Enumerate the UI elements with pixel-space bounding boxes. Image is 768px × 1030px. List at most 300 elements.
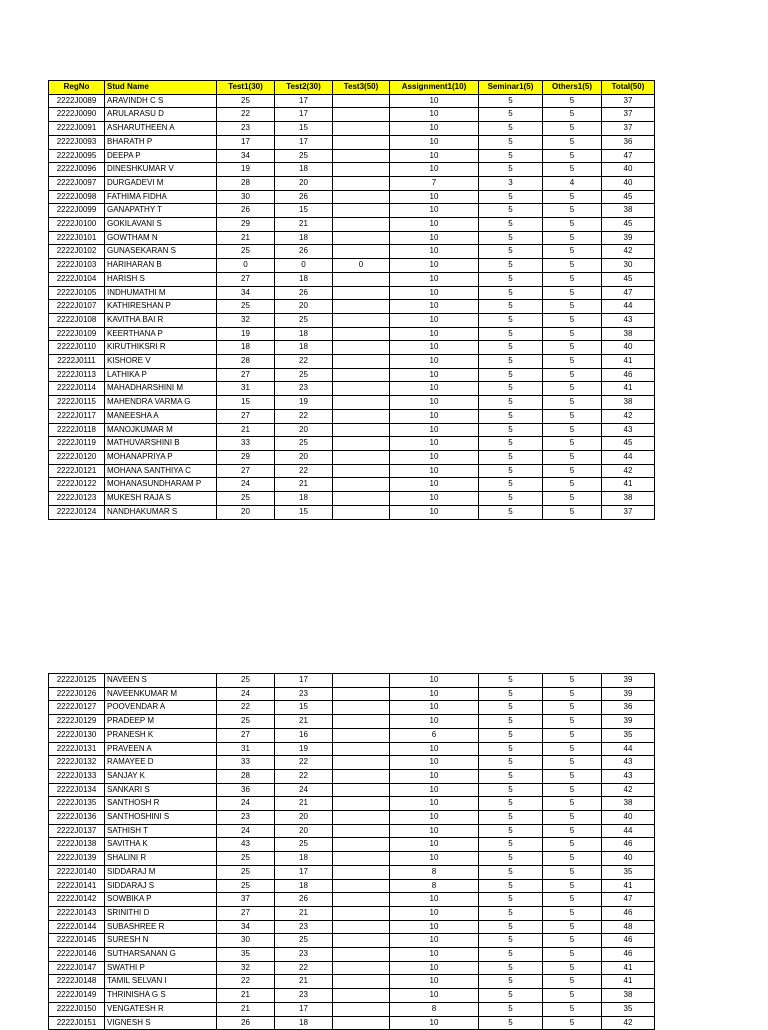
test2-cell: 23 bbox=[275, 948, 333, 962]
student-name-cell: SHALINI R bbox=[105, 852, 217, 866]
others1-cell: 5 bbox=[543, 245, 602, 259]
assignment1-cell: 10 bbox=[390, 272, 479, 286]
assignment1-cell: 10 bbox=[390, 756, 479, 770]
test1-cell: 29 bbox=[217, 218, 275, 232]
total-cell: 37 bbox=[602, 108, 655, 122]
regno-cell: 2222J0144 bbox=[49, 920, 105, 934]
student-name-cell: KATHIRESHAN P bbox=[105, 300, 217, 314]
total-cell: 44 bbox=[602, 450, 655, 464]
assignment1-cell: 10 bbox=[390, 687, 479, 701]
seminar1-cell: 5 bbox=[479, 769, 543, 783]
others1-cell: 5 bbox=[543, 478, 602, 492]
others1-cell: 5 bbox=[543, 989, 602, 1003]
test3-cell bbox=[333, 313, 390, 327]
others1-cell: 5 bbox=[543, 948, 602, 962]
table-row bbox=[49, 396, 655, 410]
test1-cell: 24 bbox=[217, 687, 275, 701]
table-row bbox=[49, 505, 655, 519]
test3-cell bbox=[333, 478, 390, 492]
test3-cell bbox=[333, 272, 390, 286]
seminar1-cell: 5 bbox=[479, 450, 543, 464]
assignment1-cell: 10 bbox=[390, 769, 479, 783]
table-row bbox=[49, 492, 655, 506]
table-row bbox=[49, 783, 655, 797]
regno-cell: 2222J0119 bbox=[49, 437, 105, 451]
table-row bbox=[49, 893, 655, 907]
table-row bbox=[49, 769, 655, 783]
table-row bbox=[49, 934, 655, 948]
test3-cell bbox=[333, 948, 390, 962]
total-cell: 42 bbox=[602, 245, 655, 259]
regno-cell: 2222J0123 bbox=[49, 492, 105, 506]
test2-cell: 23 bbox=[275, 687, 333, 701]
table-row bbox=[49, 852, 655, 866]
assignment1-cell: 10 bbox=[390, 190, 479, 204]
total-cell: 40 bbox=[602, 811, 655, 825]
test1-cell: 18 bbox=[217, 341, 275, 355]
student-name-cell: HARISH S bbox=[105, 272, 217, 286]
assignment1-cell: 10 bbox=[390, 368, 479, 382]
table-row bbox=[49, 245, 655, 259]
seminar1-cell: 5 bbox=[479, 396, 543, 410]
test3-cell bbox=[333, 989, 390, 1003]
test3-cell bbox=[333, 1016, 390, 1030]
seminar1-cell: 5 bbox=[479, 961, 543, 975]
assignment1-cell: 8 bbox=[390, 1002, 479, 1016]
total-cell: 47 bbox=[602, 893, 655, 907]
total-cell: 38 bbox=[602, 797, 655, 811]
student-name-cell: MOHANASUNDHARAM P bbox=[105, 478, 217, 492]
test3-cell bbox=[333, 838, 390, 852]
test2-cell: 22 bbox=[275, 756, 333, 770]
seminar1-cell: 5 bbox=[479, 135, 543, 149]
student-name-cell: KIRUTHIKSRI R bbox=[105, 341, 217, 355]
test1-cell: 22 bbox=[217, 975, 275, 989]
total-cell: 46 bbox=[602, 838, 655, 852]
others1-cell: 5 bbox=[543, 492, 602, 506]
seminar1-cell: 5 bbox=[479, 879, 543, 893]
student-name-cell: THRINISHA G S bbox=[105, 989, 217, 1003]
test1-cell: 19 bbox=[217, 327, 275, 341]
seminar1-cell: 5 bbox=[479, 300, 543, 314]
test1-cell: 27 bbox=[217, 409, 275, 423]
test2-cell: 16 bbox=[275, 728, 333, 742]
seminar1-cell: 5 bbox=[479, 437, 543, 451]
regno-cell: 2222J0133 bbox=[49, 769, 105, 783]
total-cell: 46 bbox=[602, 368, 655, 382]
student-name-cell: SANJAY K bbox=[105, 769, 217, 783]
student-name-cell: MANEESHA A bbox=[105, 409, 217, 423]
seminar1-cell: 5 bbox=[479, 259, 543, 273]
regno-cell: 2222J0098 bbox=[49, 190, 105, 204]
total-cell: 44 bbox=[602, 742, 655, 756]
test3-cell bbox=[333, 756, 390, 770]
test1-cell: 34 bbox=[217, 286, 275, 300]
seminar1-cell: 5 bbox=[479, 272, 543, 286]
seminar1-cell: 5 bbox=[479, 674, 543, 688]
test2-cell: 15 bbox=[275, 505, 333, 519]
seminar1-cell: 5 bbox=[479, 382, 543, 396]
table-row bbox=[49, 865, 655, 879]
student-name-cell: DINESHKUMAR V bbox=[105, 163, 217, 177]
seminar1-cell: 5 bbox=[479, 838, 543, 852]
test2-cell: 25 bbox=[275, 934, 333, 948]
test3-cell bbox=[333, 450, 390, 464]
test3-cell bbox=[333, 975, 390, 989]
regno-cell: 2222J0110 bbox=[49, 341, 105, 355]
table-row bbox=[49, 838, 655, 852]
seminar1-cell: 5 bbox=[479, 218, 543, 232]
total-cell: 45 bbox=[602, 218, 655, 232]
seminar1-cell: 5 bbox=[479, 231, 543, 245]
seminar1-cell: 5 bbox=[479, 715, 543, 729]
total-cell: 38 bbox=[602, 989, 655, 1003]
test1-cell: 32 bbox=[217, 313, 275, 327]
assignment1-cell: 10 bbox=[390, 715, 479, 729]
student-name-cell: INDHUMATHI M bbox=[105, 286, 217, 300]
seminar1-cell: 5 bbox=[479, 149, 543, 163]
test2-cell: 25 bbox=[275, 368, 333, 382]
table-row bbox=[49, 687, 655, 701]
test1-cell: 27 bbox=[217, 368, 275, 382]
others1-cell: 5 bbox=[543, 783, 602, 797]
test2-cell: 20 bbox=[275, 300, 333, 314]
regno-cell: 2222J0113 bbox=[49, 368, 105, 382]
regno-cell: 2222J0140 bbox=[49, 865, 105, 879]
test1-cell: 25 bbox=[217, 715, 275, 729]
regno-cell: 2222J0108 bbox=[49, 313, 105, 327]
seminar1-cell: 5 bbox=[479, 783, 543, 797]
assignment1-cell: 10 bbox=[390, 382, 479, 396]
assignment1-cell: 10 bbox=[390, 409, 479, 423]
student-name-cell: NAVEEN S bbox=[105, 674, 217, 688]
test1-cell: 17 bbox=[217, 135, 275, 149]
test3-cell bbox=[333, 231, 390, 245]
table-row bbox=[49, 176, 655, 190]
total-cell: 38 bbox=[602, 327, 655, 341]
test2-cell: 18 bbox=[275, 272, 333, 286]
table-row bbox=[49, 94, 655, 108]
seminar1-cell: 5 bbox=[479, 893, 543, 907]
others1-cell: 5 bbox=[543, 1002, 602, 1016]
test3-cell bbox=[333, 464, 390, 478]
test3-cell bbox=[333, 382, 390, 396]
regno-cell: 2222J0131 bbox=[49, 742, 105, 756]
student-name-cell: SAVITHA K bbox=[105, 838, 217, 852]
table-row bbox=[49, 382, 655, 396]
regno-cell: 2222J0093 bbox=[49, 135, 105, 149]
test2-cell: 17 bbox=[275, 674, 333, 688]
test1-cell: 24 bbox=[217, 824, 275, 838]
test3-cell bbox=[333, 163, 390, 177]
total-cell: 48 bbox=[602, 920, 655, 934]
test1-cell: 28 bbox=[217, 176, 275, 190]
test3-cell bbox=[333, 300, 390, 314]
seminar1-cell: 3 bbox=[479, 176, 543, 190]
others1-cell: 5 bbox=[543, 811, 602, 825]
test3-cell bbox=[333, 218, 390, 232]
student-name-cell: MOHANA SANTHIYA C bbox=[105, 464, 217, 478]
student-name-cell: ASHARUTHEEN A bbox=[105, 122, 217, 136]
test2-cell: 15 bbox=[275, 122, 333, 136]
test2-cell: 19 bbox=[275, 396, 333, 410]
regno-cell: 2222J0109 bbox=[49, 327, 105, 341]
student-name-cell: POOVENDAR A bbox=[105, 701, 217, 715]
test3-cell bbox=[333, 701, 390, 715]
test2-cell: 22 bbox=[275, 355, 333, 369]
total-cell: 30 bbox=[602, 259, 655, 273]
test3-cell bbox=[333, 934, 390, 948]
test3-cell bbox=[333, 108, 390, 122]
regno-cell: 2222J0101 bbox=[49, 231, 105, 245]
table-row bbox=[49, 824, 655, 838]
table-row bbox=[49, 286, 655, 300]
test3-cell bbox=[333, 94, 390, 108]
test2-cell: 26 bbox=[275, 893, 333, 907]
table-row bbox=[49, 327, 655, 341]
assignment1-cell: 10 bbox=[390, 259, 479, 273]
assignment1-cell: 10 bbox=[390, 742, 479, 756]
others1-cell: 5 bbox=[543, 382, 602, 396]
test3-cell bbox=[333, 437, 390, 451]
assignment1-cell: 10 bbox=[390, 163, 479, 177]
table-row bbox=[49, 341, 655, 355]
student-name-cell: ARULARASU D bbox=[105, 108, 217, 122]
test1-cell: 32 bbox=[217, 961, 275, 975]
total-cell: 45 bbox=[602, 190, 655, 204]
test1-cell: 21 bbox=[217, 423, 275, 437]
table-row bbox=[49, 989, 655, 1003]
regno-cell: 2222J0102 bbox=[49, 245, 105, 259]
student-name-cell: SATHISH T bbox=[105, 824, 217, 838]
assignment1-cell: 10 bbox=[390, 975, 479, 989]
total-cell: 43 bbox=[602, 756, 655, 770]
test3-cell bbox=[333, 190, 390, 204]
test1-cell: 28 bbox=[217, 769, 275, 783]
others1-cell: 5 bbox=[543, 355, 602, 369]
table-row bbox=[49, 961, 655, 975]
regno-cell: 2222J0099 bbox=[49, 204, 105, 218]
seminar1-cell: 5 bbox=[479, 1002, 543, 1016]
total-cell: 39 bbox=[602, 231, 655, 245]
total-cell: 47 bbox=[602, 286, 655, 300]
regno-cell: 2222J0148 bbox=[49, 975, 105, 989]
test3-cell bbox=[333, 811, 390, 825]
others1-cell: 5 bbox=[543, 742, 602, 756]
regno-cell: 2222J0105 bbox=[49, 286, 105, 300]
test2-cell: 23 bbox=[275, 382, 333, 396]
others1-cell: 5 bbox=[543, 163, 602, 177]
assignment1-cell: 7 bbox=[390, 176, 479, 190]
regno-cell: 2222J0107 bbox=[49, 300, 105, 314]
others1-cell: 5 bbox=[543, 204, 602, 218]
test3-cell bbox=[333, 327, 390, 341]
others1-cell: 5 bbox=[543, 728, 602, 742]
test2-cell: 26 bbox=[275, 286, 333, 300]
others1-cell: 5 bbox=[543, 756, 602, 770]
test2-cell: 17 bbox=[275, 94, 333, 108]
test1-cell: 23 bbox=[217, 811, 275, 825]
others1-cell: 5 bbox=[543, 797, 602, 811]
student-name-cell: BHARATH P bbox=[105, 135, 217, 149]
regno-cell: 2222J0104 bbox=[49, 272, 105, 286]
marks-table-top bbox=[48, 80, 655, 520]
test2-cell: 18 bbox=[275, 492, 333, 506]
others1-cell: 5 bbox=[543, 272, 602, 286]
test1-cell: 21 bbox=[217, 1002, 275, 1016]
assignment1-cell: 10 bbox=[390, 464, 479, 478]
others1-cell: 5 bbox=[543, 396, 602, 410]
test1-cell: 35 bbox=[217, 948, 275, 962]
table-row bbox=[49, 756, 655, 770]
seminar1-cell: 5 bbox=[479, 742, 543, 756]
test1-cell: 20 bbox=[217, 505, 275, 519]
others1-cell: 5 bbox=[543, 769, 602, 783]
test1-cell: 25 bbox=[217, 865, 275, 879]
test2-cell: 23 bbox=[275, 920, 333, 934]
total-cell: 41 bbox=[602, 975, 655, 989]
test3-cell bbox=[333, 920, 390, 934]
test2-cell: 18 bbox=[275, 852, 333, 866]
student-name-cell: MAHENDRA VARMA G bbox=[105, 396, 217, 410]
test1-cell: 27 bbox=[217, 728, 275, 742]
table-row bbox=[49, 122, 655, 136]
total-cell: 40 bbox=[602, 163, 655, 177]
table-row bbox=[49, 701, 655, 715]
student-name-cell: NAVEENKUMAR M bbox=[105, 687, 217, 701]
test2-cell: 21 bbox=[275, 715, 333, 729]
assignment1-cell: 10 bbox=[390, 396, 479, 410]
others1-cell: 5 bbox=[543, 879, 602, 893]
test2-cell: 17 bbox=[275, 108, 333, 122]
assignment1-cell: 10 bbox=[390, 478, 479, 492]
seminar1-cell: 5 bbox=[479, 701, 543, 715]
seminar1-cell: 5 bbox=[479, 934, 543, 948]
student-name-cell: SANTHOSH R bbox=[105, 797, 217, 811]
test3-cell bbox=[333, 409, 390, 423]
table-row bbox=[49, 742, 655, 756]
seminar1-cell: 5 bbox=[479, 1016, 543, 1030]
others1-cell: 5 bbox=[543, 906, 602, 920]
others1-cell: 5 bbox=[543, 423, 602, 437]
assignment1-cell: 10 bbox=[390, 108, 479, 122]
regno-cell: 2222J0124 bbox=[49, 505, 105, 519]
others1-cell: 5 bbox=[543, 975, 602, 989]
others1-cell: 5 bbox=[543, 934, 602, 948]
total-cell: 41 bbox=[602, 961, 655, 975]
student-name-cell: DURGADEVI M bbox=[105, 176, 217, 190]
test3-cell bbox=[333, 824, 390, 838]
table-row bbox=[49, 674, 655, 688]
test1-cell: 26 bbox=[217, 1016, 275, 1030]
regno-cell: 2222J0145 bbox=[49, 934, 105, 948]
seminar1-cell: 5 bbox=[479, 341, 543, 355]
total-cell: 35 bbox=[602, 865, 655, 879]
test1-cell: 30 bbox=[217, 934, 275, 948]
table-row bbox=[49, 478, 655, 492]
assignment1-cell: 10 bbox=[390, 122, 479, 136]
student-name-cell: GANAPATHY T bbox=[105, 204, 217, 218]
seminar1-cell: 5 bbox=[479, 409, 543, 423]
header-test2: Test2(30) bbox=[275, 81, 333, 95]
test2-cell: 17 bbox=[275, 865, 333, 879]
student-name-cell: GOKILAVANI S bbox=[105, 218, 217, 232]
student-name-cell: PRANESH K bbox=[105, 728, 217, 742]
others1-cell: 5 bbox=[543, 218, 602, 232]
student-name-cell: SRINITHI D bbox=[105, 906, 217, 920]
test1-cell: 22 bbox=[217, 108, 275, 122]
seminar1-cell: 5 bbox=[479, 355, 543, 369]
student-name-cell: MUKESH RAJA S bbox=[105, 492, 217, 506]
others1-cell: 5 bbox=[543, 286, 602, 300]
test3-cell bbox=[333, 368, 390, 382]
total-cell: 46 bbox=[602, 948, 655, 962]
student-name-cell: RAMAYEE D bbox=[105, 756, 217, 770]
others1-cell: 5 bbox=[543, 961, 602, 975]
test2-cell: 24 bbox=[275, 783, 333, 797]
test3-cell bbox=[333, 852, 390, 866]
student-name-cell: SANTHOSHINI S bbox=[105, 811, 217, 825]
regno-cell: 2222J0132 bbox=[49, 756, 105, 770]
test1-cell: 27 bbox=[217, 272, 275, 286]
seminar1-cell: 5 bbox=[479, 122, 543, 136]
regno-cell: 2222J0150 bbox=[49, 1002, 105, 1016]
assignment1-cell: 10 bbox=[390, 824, 479, 838]
others1-cell: 5 bbox=[543, 893, 602, 907]
others1-cell: 5 bbox=[543, 464, 602, 478]
test3-cell bbox=[333, 286, 390, 300]
total-cell: 36 bbox=[602, 135, 655, 149]
others1-cell: 5 bbox=[543, 327, 602, 341]
seminar1-cell: 5 bbox=[479, 687, 543, 701]
total-cell: 40 bbox=[602, 852, 655, 866]
header-assignment1: Assignment1(10) bbox=[390, 81, 479, 95]
others1-cell: 5 bbox=[543, 852, 602, 866]
test3-cell bbox=[333, 245, 390, 259]
test1-cell: 25 bbox=[217, 879, 275, 893]
total-cell: 46 bbox=[602, 906, 655, 920]
student-name-cell: NANDHAKUMAR S bbox=[105, 505, 217, 519]
student-name-cell: LATHIKA P bbox=[105, 368, 217, 382]
test2-cell: 18 bbox=[275, 1016, 333, 1030]
seminar1-cell: 5 bbox=[479, 906, 543, 920]
test2-cell: 18 bbox=[275, 341, 333, 355]
total-cell: 38 bbox=[602, 204, 655, 218]
total-cell: 43 bbox=[602, 313, 655, 327]
regno-cell: 2222J0114 bbox=[49, 382, 105, 396]
header-total: Total(50) bbox=[602, 81, 655, 95]
total-cell: 39 bbox=[602, 687, 655, 701]
student-name-cell: SUTHARSANAN G bbox=[105, 948, 217, 962]
total-cell: 37 bbox=[602, 505, 655, 519]
seminar1-cell: 5 bbox=[479, 948, 543, 962]
assignment1-cell: 10 bbox=[390, 135, 479, 149]
student-name-cell: TAMIL SELVAN I bbox=[105, 975, 217, 989]
seminar1-cell: 5 bbox=[479, 989, 543, 1003]
others1-cell: 5 bbox=[543, 838, 602, 852]
regno-cell: 2222J0090 bbox=[49, 108, 105, 122]
test3-cell bbox=[333, 879, 390, 893]
test2-cell: 21 bbox=[275, 478, 333, 492]
regno-cell: 2222J0125 bbox=[49, 674, 105, 688]
table-row bbox=[49, 190, 655, 204]
student-name-cell: SIDDARAJ S bbox=[105, 879, 217, 893]
test3-cell bbox=[333, 122, 390, 136]
seminar1-cell: 5 bbox=[479, 811, 543, 825]
others1-cell: 5 bbox=[543, 259, 602, 273]
table-row bbox=[49, 906, 655, 920]
test2-cell: 26 bbox=[275, 190, 333, 204]
